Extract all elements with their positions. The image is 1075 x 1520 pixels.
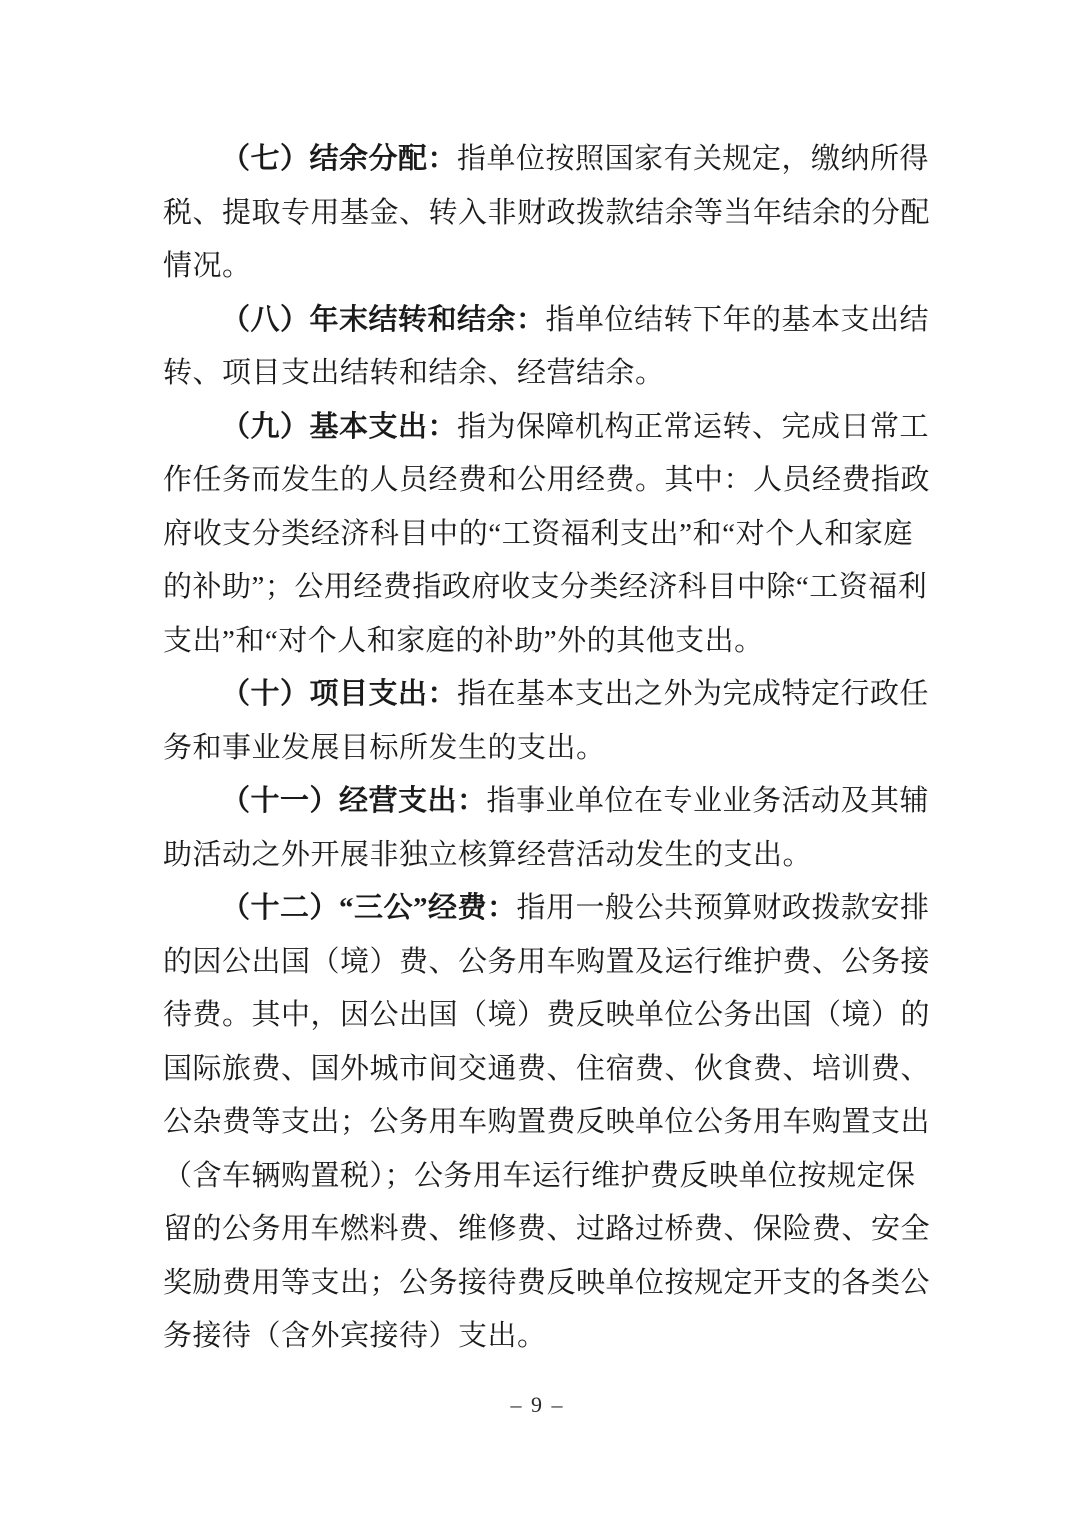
paragraph-line [163,401,930,455]
paragraph-line: 国际旅费、国外城市间交通费、住宿费、伙食费、培训费、 [163,1052,931,1085]
term-heading: （十一）经营支出： [221,785,487,817]
term-heading: （十）项目支出： [221,678,458,710]
paragraph-line: 作任务而发生的人员经费和公用经费。其中：人员经费指政 [163,464,931,496]
paragraph-line: 奖励费用等支出；公务接待费反映单位按规定开支的各类公 [163,1266,931,1299]
paragraph-line: 情况。 [163,250,252,282]
term-heading: （八）年末结转和结余： [221,303,546,336]
paragraph-text: 指单位结转下年的基本支出结 [545,303,930,336]
paragraph-line [163,294,930,348]
paragraph-text: 指事业单位在专业业务活动及其辅 [486,785,930,817]
paragraph-line: （含车辆购置税）；公务用车运行维护费反映单位按规定保 [163,1159,916,1192]
paragraph-line: 公杂费等支出；公务用车购置费反映单位公务用车购置支出 [163,1106,931,1138]
paragraph-line: 留的公务用车燃料费、维修费、过路过桥费、保险费、安全 [163,1213,931,1245]
document-body [163,133,931,1364]
paragraph-line: 府收支分类经济科目中的“工资福利支出”和“对个人和家庭 [163,517,913,550]
paragraph-line: 务接待（含外宾接待）支出。 [163,1320,547,1352]
paragraph-text: 指用一般公共预算财政拨款安排 [516,892,930,924]
paragraph-line: 支出”和“对个人和家庭的补助”外的其他支出。 [163,624,764,657]
paragraph-text: 指单位按照国家有关规定，缴纳所得 [457,143,930,175]
paragraph-line: 待费。其中，因公出国（境）费反映单位公务出国（境）的 [163,999,931,1031]
paragraph-line [163,775,930,829]
paragraph-line [163,668,930,722]
page-number: – 9 – [510,1392,565,1417]
term-heading: （十二）“三公”经费： [221,892,517,924]
term-heading: （七）结余分配： [221,143,458,175]
paragraph-line: 的补助”；公用经费指政府收支分类经济科目中除“工资福利 [163,571,928,603]
paragraph-line: 助活动之外开展非独立核算经营活动发生的支出。 [163,838,813,871]
paragraph-line [163,882,930,936]
paragraph-text: 指为保障机构正常运转、完成日常工 [457,410,930,443]
paragraph-line: 务和事业发展目标所发生的支出。 [163,731,606,764]
paragraph-line: 的因公出国（境）费、公务用车购置及运行维护费、公务接 [163,945,931,978]
term-heading: （九）基本支出： [221,410,458,443]
paragraph-line: 转、项目支出结转和结余、经营结余。 [163,357,665,389]
paragraph-text: 指在基本支出之外为完成特定行政任 [457,678,930,710]
paragraph-line: 税、提取专用基金、转入非财政拨款结余等当年结余的分配 [163,196,931,229]
paragraph-line [163,133,930,187]
